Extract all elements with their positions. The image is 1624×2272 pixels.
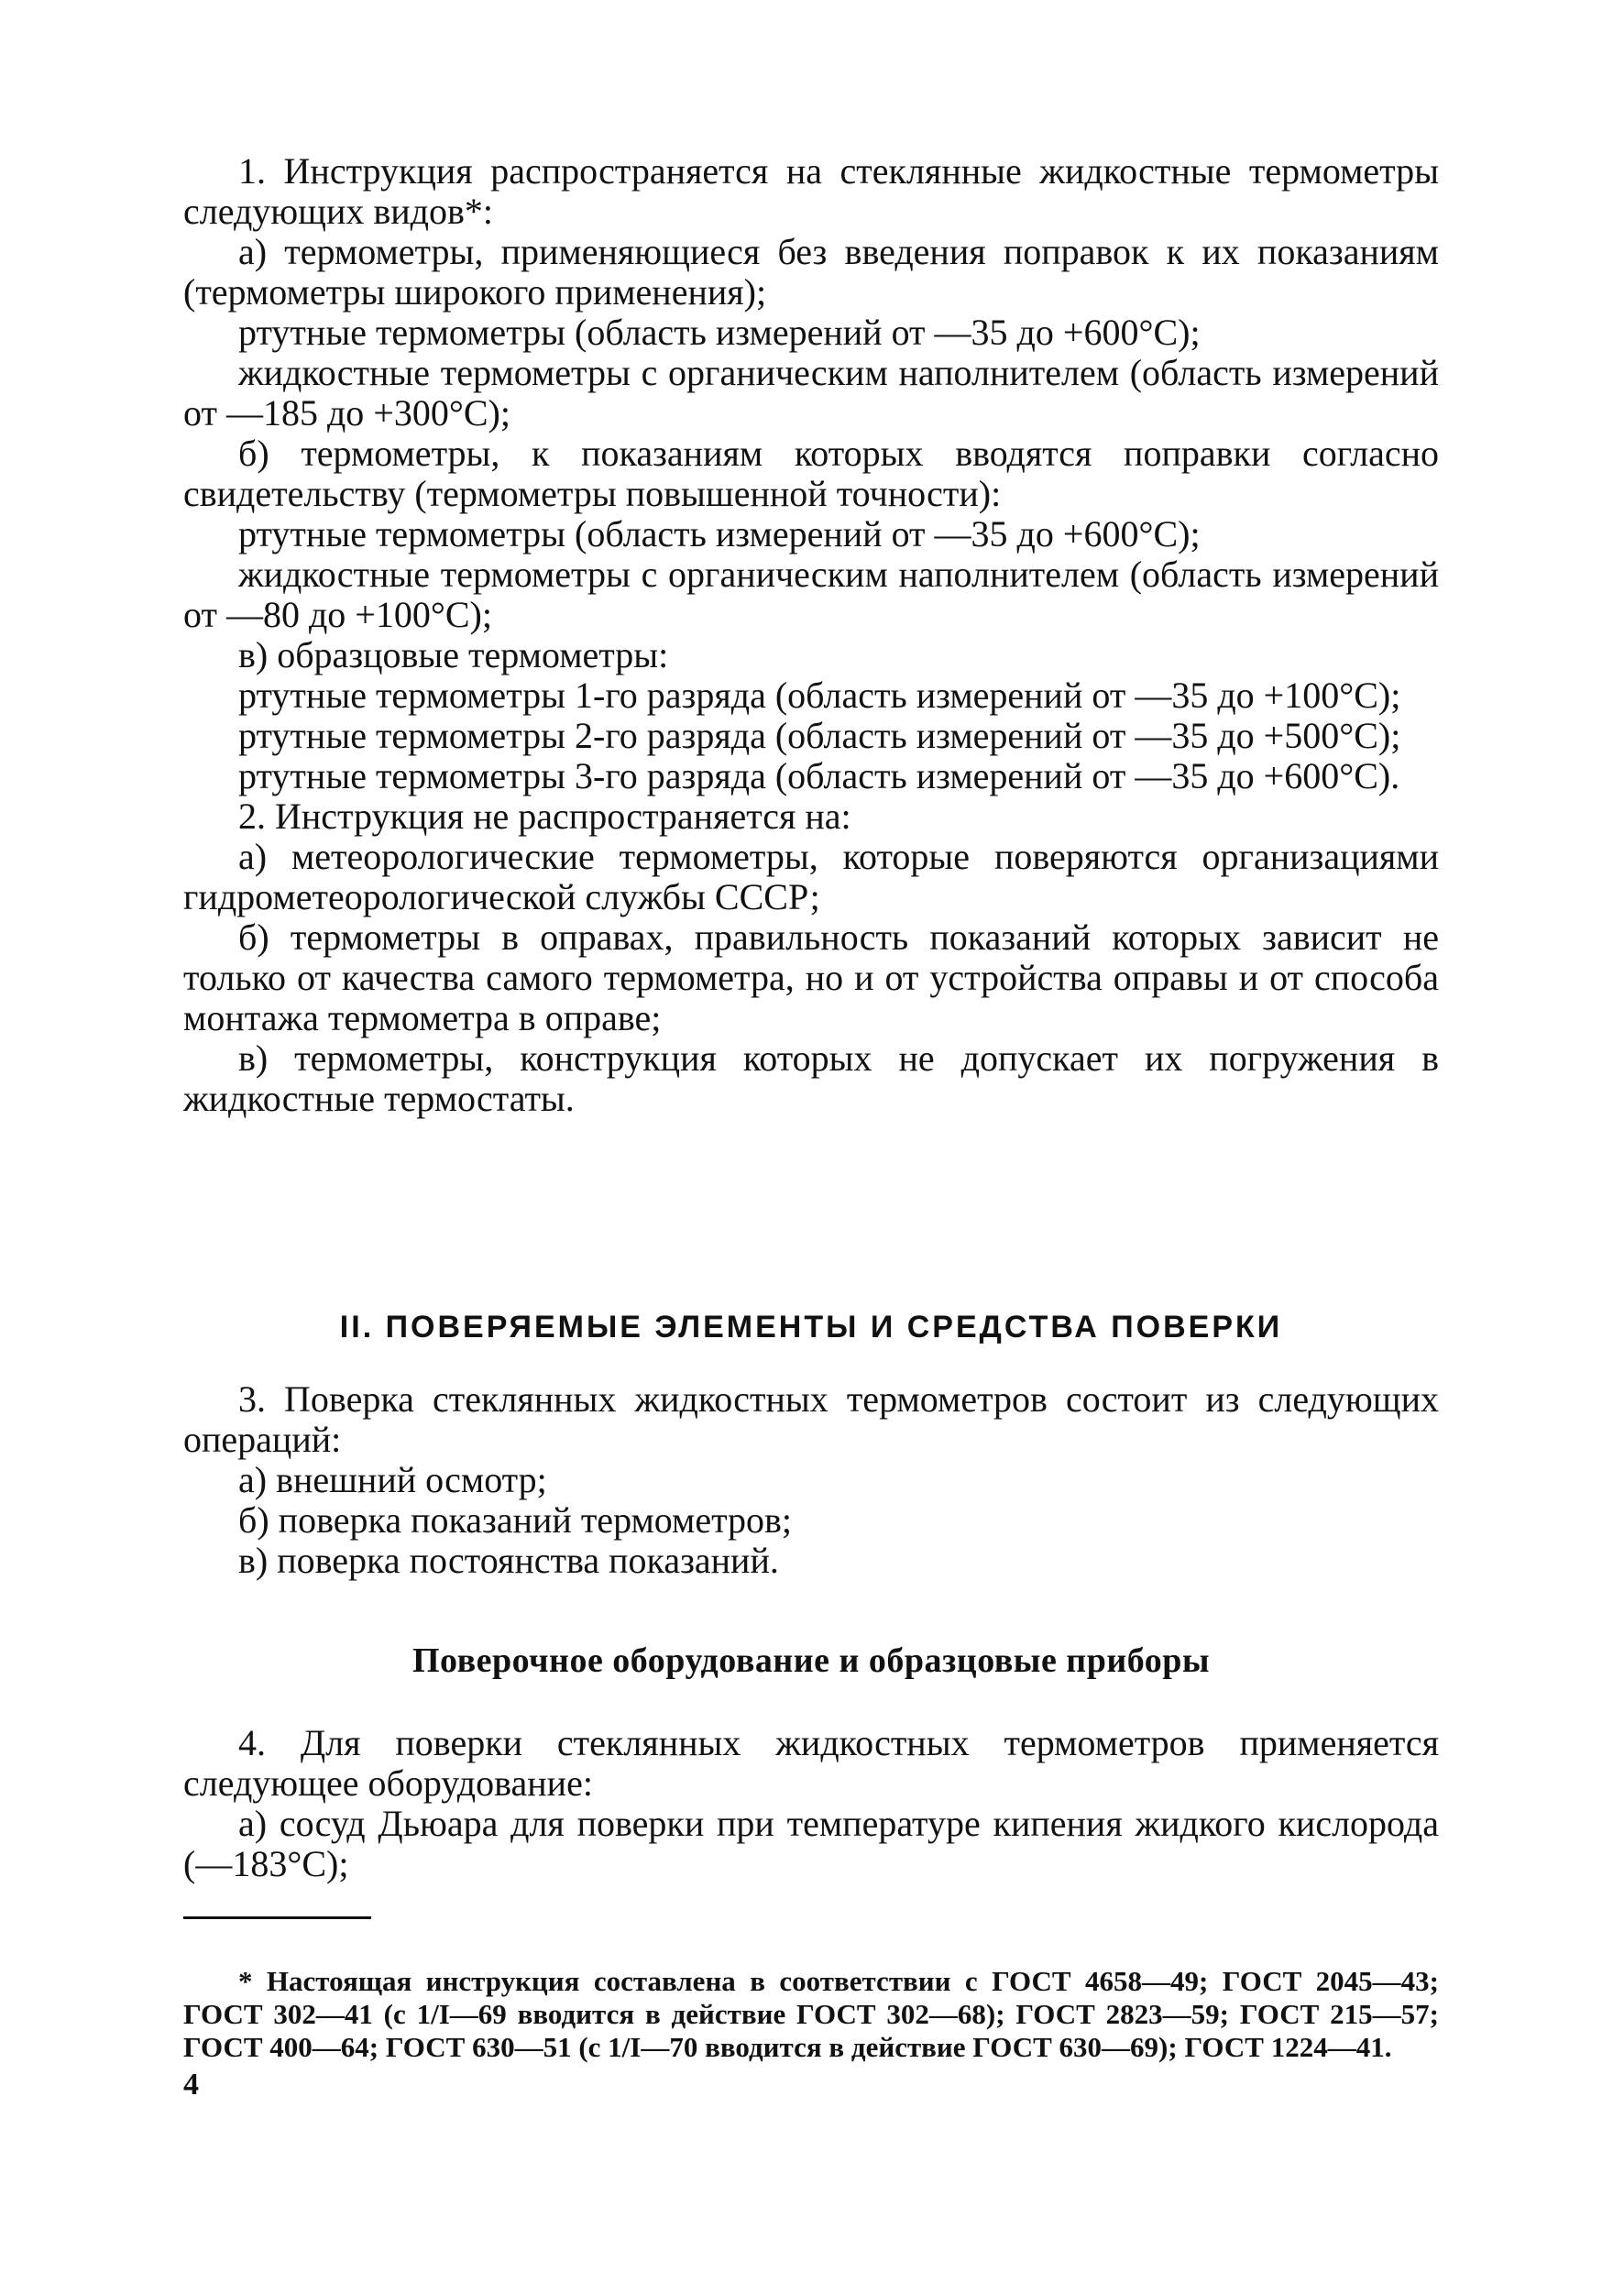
item-1a: а) термометры, применяющиеся без введения поправок к их показаниям (термометры широкого применения); <box>183 231 1439 313</box>
section-heading-elements: II. ПОВЕРЯЕМЫЕ ЭЛЕМЕНТЫ И СРЕДСТВА ПОВЕРКИ <box>339 1310 1283 1345</box>
item-1c: в) образцовые термометры: <box>238 634 669 675</box>
footnote: * Настоящая инструкция составлена в соответствии с ГОСТ 4658—49; ГОСТ 2045—43; ГОСТ 302—41 (с 1/I—69 вводится в действие ГОСТ 302—68); ГОСТ 2823—59; ГОСТ 215—57; ГОСТ 400—64; ГОСТ 630—51 (с 1/I—70 вводится в действие ГОСТ 630—69); ГОСТ 1224—41. <box>183 1965 1439 2063</box>
item-2b: б) термометры в оправах, правильность показаний которых зависит не только от качества самого термометра, но и от устройства оправы и от способа монтажа термометра в оправе; <box>183 916 1439 1038</box>
page-number: 4 <box>183 2068 199 2102</box>
paragraph-4: 4. Для поверки стеклянных жидкостных термометров применяется следующее оборудование: <box>183 1722 1439 1804</box>
item-3b: б) поверка показаний термометров; <box>238 1499 793 1541</box>
footnote-divider <box>183 1916 371 1919</box>
item-3a: а) внешний осмотр; <box>238 1459 547 1500</box>
item-1b-mercury: ртутные термометры (область измерений от —35 до +600°C); <box>238 513 1201 554</box>
item-1a-organic: жидкостные термометры с органическим наполнителем (область измерений от —185 до +300°C); <box>183 352 1439 434</box>
item-1c-grade-1: ртутные термометры 1-го разряда (область измерений от —35 до +100°C); <box>238 675 1401 716</box>
subsection-heading-equipment: Поверочное оборудование и образцовые приборы <box>411 1641 1211 1680</box>
item-1c-grade-3: ртутные термометры 3-го разряда (область измерений от —35 до +600°C). <box>238 755 1400 796</box>
section-scope <box>183 151 1439 1119</box>
item-3c: в) поверка постоянства показаний. <box>238 1540 779 1581</box>
item-1b: б) термометры, к показаниям которых вводятся поправки согласно свидетельству (термометры повышенной точности): <box>183 433 1439 514</box>
paragraph-2: 2. Инструкция не распространяется на: <box>238 796 851 837</box>
item-4a: а) сосуд Дьюара для поверки при температуре кипения жидкого кислорода (—183°C); <box>183 1803 1439 1884</box>
paragraph-1: 1. Инструкция распространяется на стеклянные жидкостные термометры следующих видов*: <box>183 150 1439 232</box>
item-1c-grade-2: ртутные термометры 2-го разряда (область измерений от —35 до +500°C); <box>238 715 1401 756</box>
paragraph-3: 3. Поверка стеклянных жидкостных термометров состоит из следующих операций: <box>183 1378 1439 1460</box>
item-2a: а) метеорологические термометры, которые поверяются организациями гидрометеорологической службы СССР; <box>183 836 1439 917</box>
item-1a-mercury: ртутные термометры (область измерений от —35 до +600°C); <box>238 312 1201 353</box>
item-1b-organic: жидкостные термометры с органическим наполнителем (область измерений от —80 до +100°C); <box>183 554 1439 635</box>
item-2c: в) термометры, конструкция которых не допускает их погружения в жидкостные термостаты. <box>183 1037 1439 1119</box>
section-operations <box>183 1379 1439 1581</box>
section-equipment <box>183 1723 1439 1884</box>
